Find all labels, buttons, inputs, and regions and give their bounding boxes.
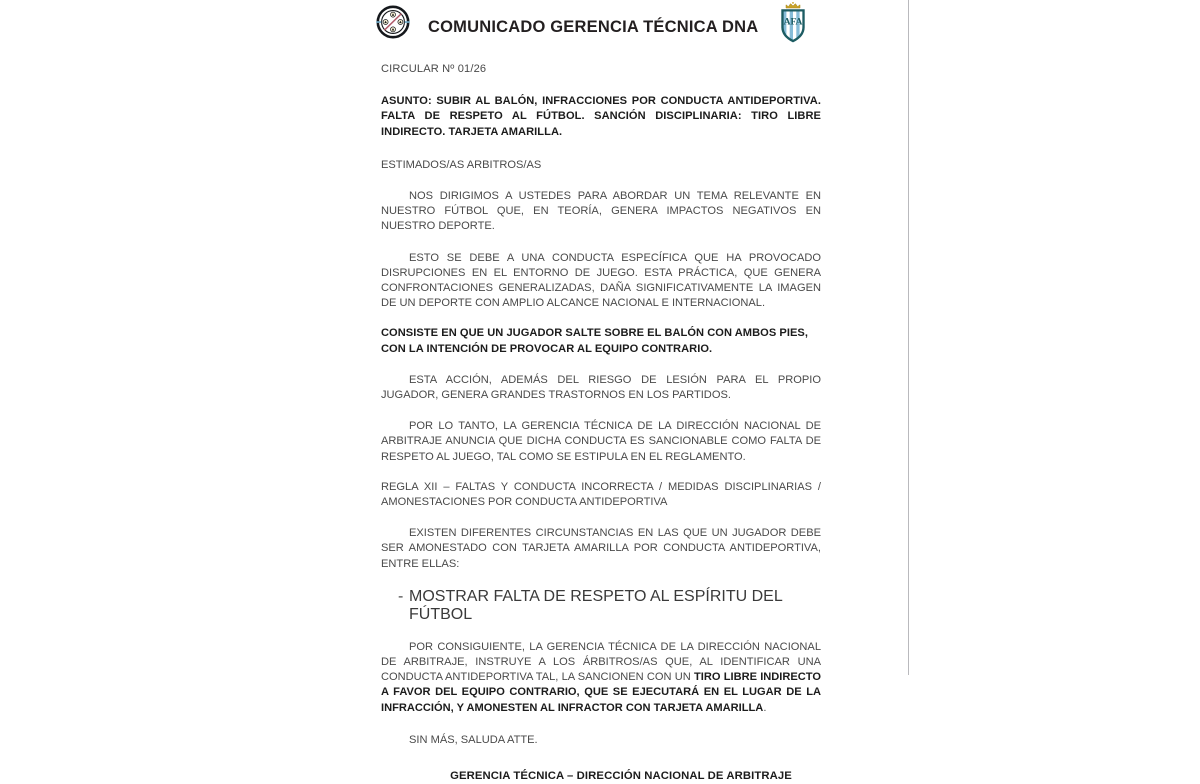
rule-reference: REGLA XII – FALTAS Y CONDUCTA INCORRECTA / MEDIDAS DISCIPLINARIAS / AMONESTACIONES POR CONDUCTA ANTIDEPORTIVA <box>381 480 821 509</box>
subject-line: ASUNTO: SUBIR AL BALÓN, INFRACCIONES POR CONDUCTA ANTIDEPORTIVA. FALTA DE RESPETO AL FÚTBOL. SANCIÓN DISCIPLINARIA: TIRO LIBRE INDIRECTO. TARJETA AMARILLA. <box>381 95 821 138</box>
instruction-lead-text: POR CONSIGUIENTE, LA GERENCIA TÉCNICA DE LA DIRECCIÓN NACIONAL DE ARBITRAJE, INSTRUYE A LOS ÁRBITROS/AS QUE, AL IDENTIFICAR UNA CONDUCTA ANTIDEPORTIVA TAL, LA SANCIONEN CON UN <box>381 640 821 684</box>
greeting-line: ESTIMADOS/AS ARBITROS/AS <box>381 158 542 171</box>
paragraph-1: NOS DIRIGIMOS A USTEDES PARA ABORDAR UN TEMA RELEVANTE EN NUESTRO FÚTBOL QUE, EN TEORÍA, GENERA IMPACTOS NEGATIVOS EN NUESTRO DEPORTE. <box>381 190 821 233</box>
page-gutter-divider <box>908 0 909 675</box>
list-item <box>381 588 821 624</box>
circular-number: CIRCULAR Nº 01/26 <box>381 63 487 75</box>
document-content-column <box>381 0 821 784</box>
signature-line: GERENCIA TÉCNICA – DIRECCIÓN NACIONAL DE ARBITRAJE <box>450 770 792 783</box>
document-header <box>381 0 821 52</box>
closing-line: SIN MÁS, SALUDA ATTE. <box>409 733 538 746</box>
paragraph-4: POR LO TANTO, LA GERENCIA TÉCNICA DE LA DIRECCIÓN NACIONAL DE ARBITRAJE ANUNCIA QUE DICHA CONDUCTA ES SANCIONABLE COMO FALTA DE RESPETO AL JUEGO, TAL COMO SE ESTIPULA EN EL REGLAMENTO. <box>381 420 821 463</box>
document-body <box>381 52 821 784</box>
page-title: COMUNICADO GERENCIA TÉCNICA DNA <box>428 18 759 36</box>
definition-statement: CONSISTE EN QUE UN JUGADOR SALTE SOBRE EL BALÓN CON AMBOS PIES, CON LA INTENCIÓN DE PROVOCAR AL EQUIPO CONTRARIO. <box>381 327 809 355</box>
instruction-paragraph <box>381 640 821 716</box>
paragraph-2: ESTO SE DEBE A UNA CONDUCTA ESPECÍFICA QUE HA PROVOCADO DISRUPCIONES EN EL ENTORNO DE JUEGO. ESTA PRÁCTICA, QUE GENERA CONFRONTACIONES GENERALIZADAS, DAÑA SIGNIFICATIVAMENTE LA IMAGEN DE UN DEPORTE CON AMPLIO ALCANCE NACIONAL E INTERNACIONAL. <box>381 251 821 310</box>
bullet-dash-marker: - <box>398 587 404 605</box>
bullet-item-1-label: MOSTRAR FALTA DE RESPETO AL ESPÍRITU DEL FÚTBOL <box>409 587 783 623</box>
dna-referee-badge-icon <box>376 5 410 39</box>
afa-shield-icon <box>778 2 808 44</box>
svg-text:AFA: AFA <box>783 17 803 28</box>
instruction-tail-text: . <box>763 701 767 714</box>
paragraph-3: ESTA ACCIÓN, ADEMÁS DEL RIESGO DE LESIÓN PARA EL PROPIO JUGADOR, GENERA GRANDES TRASTORNOS EN LOS PARTIDOS. <box>381 373 821 402</box>
paragraph-5: EXISTEN DIFERENTES CIRCUNSTANCIAS EN LAS QUE UN JUGADOR DEBE SER AMONESTADO CON TARJETA AMARILLA POR CONDUCTA ANTIDEPORTIVA, ENTRE ELLAS: <box>381 527 821 570</box>
instruction-emphasis-text: TIRO LIBRE INDIRECTO A FAVOR DEL EQUIPO CONTRARIO, QUE SE EJECUTARÁ EN EL LUGAR DE LA INFRACCIÓN, Y AMONESTEN AL INFRACTOR CON TARJETA AMARILLA <box>381 671 822 714</box>
